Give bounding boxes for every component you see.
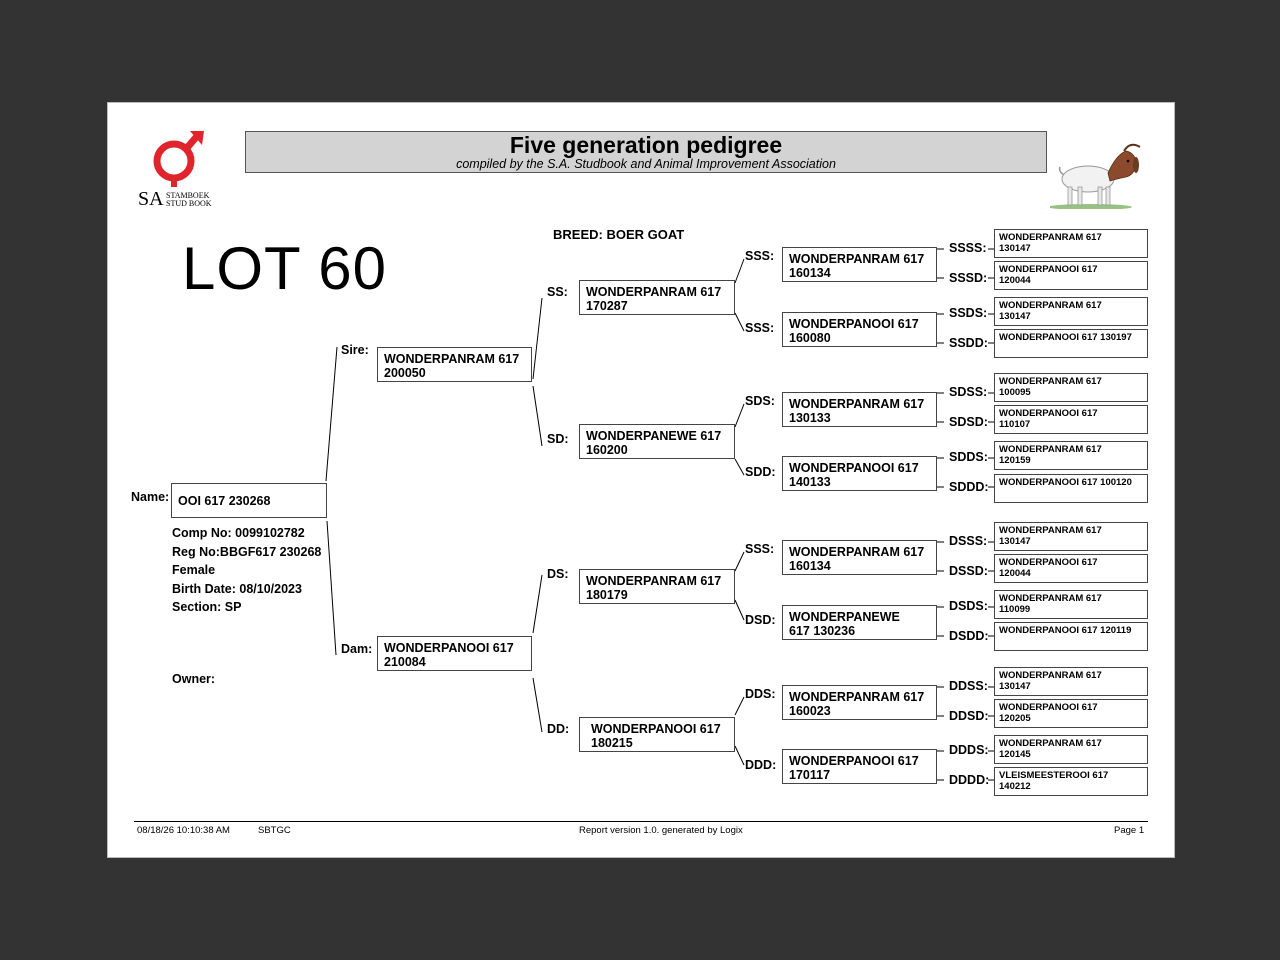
subject-details <box>172 524 321 617</box>
ssd-number: 160080 <box>789 331 831 345</box>
dss-number: 160134 <box>789 559 831 573</box>
dss-label: SSS: <box>745 542 775 556</box>
sdss-name: WONDERPANRAM 617 <box>999 376 1102 387</box>
sd-label: SD: <box>547 432 569 446</box>
ss-number: 170287 <box>586 299 628 313</box>
footer-divider <box>134 821 1148 822</box>
ssds-box <box>994 297 1148 326</box>
footer-page: Page 1 <box>1114 825 1145 836</box>
ssdd-label: SSDD: <box>949 336 988 350</box>
sssd-box <box>994 261 1148 290</box>
sire-box <box>377 347 532 382</box>
ddds-number: 120145 <box>999 749 1031 760</box>
ddss-name: WONDERPANRAM 617 <box>999 670 1102 681</box>
sdss-label: SDSS: <box>949 385 988 399</box>
dd-number: 180215 <box>591 736 633 750</box>
logo-line2: STUD BOOK <box>166 199 212 208</box>
page-title: Five generation pedigree <box>509 132 783 158</box>
ddd-label: DDD: <box>745 758 777 772</box>
sdds-box <box>994 441 1148 470</box>
ssds-name: WONDERPANRAM 617 <box>999 300 1102 311</box>
sdsd-box <box>994 405 1148 434</box>
subject-name: OOI 617 230268 <box>178 494 271 508</box>
logo-sa-text: SA <box>138 188 164 210</box>
sssd-name: WONDERPANOOI 617 <box>999 264 1098 275</box>
dds-box <box>782 685 937 720</box>
dss-name: WONDERPANRAM 617 <box>789 545 925 559</box>
ddd-box <box>782 749 937 784</box>
dsss-box <box>994 522 1148 551</box>
ddsd-name: WONDERPANOOI 617 <box>999 702 1098 713</box>
page-subtitle: compiled by the S.A. Studbook and Animal Improvement Association <box>456 157 836 171</box>
ds-name: WONDERPANRAM 617 <box>586 574 722 588</box>
ddsd-number: 120205 <box>999 713 1031 724</box>
dsds-name: WONDERPANRAM 617 <box>999 593 1102 604</box>
comp-no: Comp No: 0099102782 <box>172 526 305 540</box>
ssd-name: WONDERPANOOI 617 <box>789 317 919 331</box>
dsds-label: DSDS: <box>949 599 988 613</box>
dds-label: DDS: <box>745 687 776 701</box>
sdd-name: WONDERPANOOI 617 <box>789 461 919 475</box>
ddds-label: DDDS: <box>949 743 989 757</box>
ddss-label: DDSS: <box>949 679 988 693</box>
sddd-label: SDDD: <box>949 480 989 494</box>
owner-label: Owner: <box>172 672 216 686</box>
ddss-number: 130147 <box>999 681 1031 692</box>
ddd-number: 170117 <box>789 768 831 782</box>
ddd-name: WONDERPANOOI 617 <box>789 754 919 768</box>
dsd-label: DSD: <box>745 613 776 627</box>
dsss-label: DSSS: <box>949 534 988 548</box>
sss-label: SSS: <box>745 249 775 263</box>
ssss-number: 130147 <box>999 243 1031 254</box>
dsdd-label: DSDD: <box>949 629 989 643</box>
ssd-label: SSS: <box>745 321 775 335</box>
dssd-number: 120044 <box>999 568 1031 579</box>
dsd-number: 617 130236 <box>789 624 856 638</box>
dsd-name: WONDERPANEWE <box>789 610 900 624</box>
section: Section: SP <box>172 600 242 614</box>
sdss-box <box>994 373 1148 402</box>
sdds-number: 120159 <box>999 455 1031 466</box>
dsds-number: 110099 <box>999 604 1031 615</box>
ssss-label: SSSS: <box>949 241 987 255</box>
subject-name-box <box>171 483 327 518</box>
dam-box <box>377 636 532 671</box>
reg-no: Reg No:BBGF617 230268 <box>172 544 322 559</box>
dsss-name: WONDERPANRAM 617 <box>999 525 1102 536</box>
ddds-name: WONDERPANRAM 617 <box>999 738 1102 749</box>
sds-label: SDS: <box>745 394 775 408</box>
ssss-name: WONDERPANRAM 617 <box>999 232 1102 243</box>
dssd-label: DSSD: <box>949 564 988 578</box>
dsds-box <box>994 590 1148 619</box>
sd-number: 160200 <box>586 443 628 457</box>
dddd-name: VLEISMEESTEROOI 617 <box>999 770 1109 781</box>
ddsd-box <box>994 699 1148 728</box>
dssd-name: WONDERPANOOI 617 <box>999 557 1098 568</box>
dddd-label: DDDD: <box>949 773 990 787</box>
dssd-box <box>994 554 1148 583</box>
ddss-box <box>994 667 1148 696</box>
sdsd-label: SDSD: <box>949 415 988 429</box>
sddd-box <box>994 474 1148 503</box>
sss-number: 160134 <box>789 266 831 280</box>
dss-box <box>782 540 937 575</box>
sd-box <box>579 424 735 459</box>
sdsd-name: WONDERPANOOI 617 <box>999 408 1098 419</box>
sds-name: WONDERPANRAM 617 <box>789 397 925 411</box>
dd-name: WONDERPANOOI 617 <box>591 722 721 736</box>
name-label: Name: <box>131 490 170 504</box>
sdss-number: 100095 <box>999 387 1031 398</box>
ssdd-box <box>994 329 1148 358</box>
pedigree-page <box>107 102 1175 858</box>
sdd-number: 140133 <box>789 475 831 489</box>
dddd-box <box>994 767 1148 796</box>
sd-name: WONDERPANEWE 617 <box>586 429 722 443</box>
ss-label: SS: <box>547 285 568 299</box>
sex: Female <box>172 563 216 577</box>
sdds-name: WONDERPANRAM 617 <box>999 444 1102 455</box>
footer-datetime: 08/18/26 10:10:38 AM <box>137 825 230 836</box>
sdd-box <box>782 456 937 491</box>
ss-name: WONDERPANRAM 617 <box>586 285 722 299</box>
ss-box <box>579 280 735 315</box>
sire-name: WONDERPANRAM 617 <box>384 352 520 366</box>
ssd-box <box>782 312 937 347</box>
ssss-box <box>994 229 1148 258</box>
sire-number: 200050 <box>384 366 426 380</box>
dsdd-name: WONDERPANOOI 617 120119 <box>999 625 1132 636</box>
ds-box <box>579 569 735 604</box>
ssds-label: SSDS: <box>949 306 988 320</box>
sds-number: 130133 <box>789 411 831 425</box>
dam-label: Dam: <box>341 642 373 656</box>
dds-number: 160023 <box>789 704 831 718</box>
dam-name: WONDERPANOOI 617 <box>384 641 514 655</box>
sdds-label: SDDS: <box>949 450 988 464</box>
sdsd-number: 110107 <box>999 419 1031 430</box>
dsss-number: 130147 <box>999 536 1031 547</box>
ssds-number: 130147 <box>999 311 1031 322</box>
dam-number: 210084 <box>384 655 426 669</box>
sdd-label: SDD: <box>745 465 776 479</box>
ddds-box <box>994 735 1148 764</box>
sssd-label: SSSD: <box>949 271 988 285</box>
footer-report: Report version 1.0. generated by Logix <box>579 825 743 836</box>
sds-box <box>782 392 937 427</box>
sss-name: WONDERPANRAM 617 <box>789 252 925 266</box>
sddd-name: WONDERPANOOI 617 100120 <box>999 477 1132 488</box>
breed-label: BREED: BOER GOAT <box>553 227 685 242</box>
dds-name: WONDERPANRAM 617 <box>789 690 925 704</box>
ds-number: 180179 <box>586 588 628 602</box>
dsd-box <box>782 605 937 640</box>
birth-date: Birth Date: 08/10/2023 <box>172 581 302 596</box>
sss-box <box>782 247 937 282</box>
logo-line1: STAMBOEK <box>166 191 210 200</box>
ds-label: DS: <box>547 567 569 581</box>
footer-code: SBTGC <box>258 825 291 836</box>
ddsd-label: DDSD: <box>949 709 989 723</box>
dd-box <box>579 717 735 752</box>
lot-number: LOT 60 <box>182 235 388 302</box>
ssdd-name: WONDERPANOOI 617 130197 <box>999 332 1132 343</box>
dddd-number: 140212 <box>999 781 1031 792</box>
dsdd-box <box>994 622 1148 651</box>
dd-label: DD: <box>547 722 570 736</box>
sssd-number: 120044 <box>999 275 1031 286</box>
sire-label: Sire: <box>341 343 369 357</box>
